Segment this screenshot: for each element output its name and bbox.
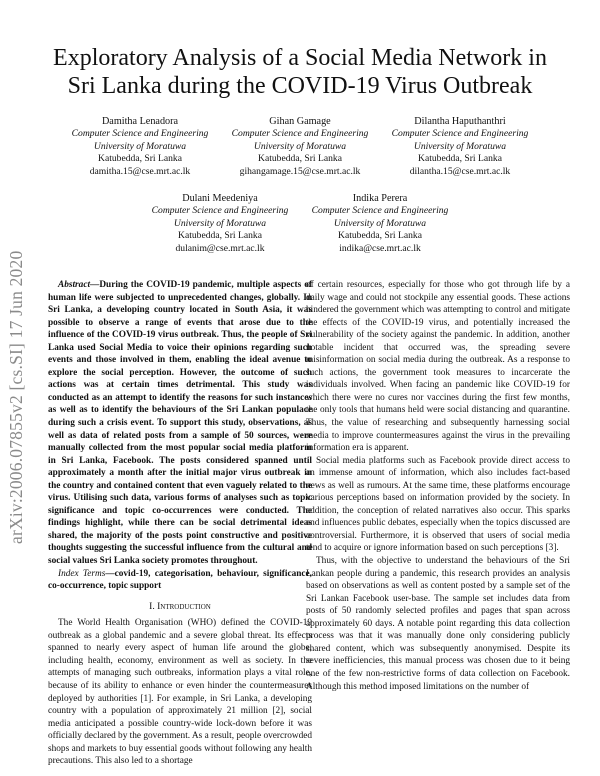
index-terms-label: Index Terms	[58, 568, 106, 579]
intro-paragraph: The World Health Organisation (WHO) defined the COVID-19 outbreak as a global pandemic and a severe global threat. Its effects spanned to nearly every aspect of human life around the globe, including health, economy, environment as well as society. In the attempts of managing such outbreaks, information plays a vital role, because of its ability to enhance or even hinder the countermeasures deployed by authorities [1]. For example, in Sri Lanka, a developing country with a population of approximately 21 million [2], social media anticipated a possible country-wide lock-down before it was officially declared by the government. As a result, people overcrowded shops and markets to buy essential goods without following any health precautions. This also led to a shortage	[48, 618, 312, 767]
author-university: University of Moratuwa	[253, 140, 347, 152]
abstract-label: Abstract	[58, 280, 91, 290]
author-block	[50, 116, 230, 178]
paper-title: Exploratory Analysis of a Social Media Network in Sri Lanka during the COVID-19 Virus Outbreak	[53, 45, 547, 99]
author-email: indika@cse.mrt.ac.lk	[339, 242, 421, 254]
arxiv-identifier: arXiv:2006.07855v2 [cs.SI] 17 Jun 2020	[6, 250, 26, 545]
author-name: Dilantha Haputhanthri	[414, 116, 506, 127]
author-email: damitha.15@cse.mrt.ac.lk	[89, 165, 191, 177]
body-paragraph: Social media platforms such as Facebook provide direct access to an immense amount of information, which also includes fact-based news as well as rumours. At the same time, these platforms encourage various perceptions based on information provided by the society. In addition, the conception of related narratives also occur. This sparks and influences public debates, especially when the topics discussed are controversial. Furthermore, it is observed that users of social media tend to acquire or ignore information based on such perceptions [3].	[306, 455, 570, 554]
author-department: Computer Science and Engineering	[71, 128, 209, 140]
author-location: Katubedda, Sri Lanka	[258, 153, 342, 165]
body-paragraph: Thus, with the objective to understand the behaviours of the Sri Lankan people during a pandemic, this research provides an analysis based on observations as well as content posted by a sample set of the Sri Lankan Facebook user-base. The sample set includes data from posts of 50 randomly selected profiles and pages that span across approximately 60 days. A notable point regarding this data collection process was that it was manually done only considering publicly shared content, which was subsequently anonymised. Despite its severe inefficiencies, this manual process was chosen due to it being one of the few non-restrictive forms of data collection on Facebook. Although this method imposed limitations on the number of	[306, 556, 570, 692]
author-name: Gihan Gamage	[269, 116, 331, 127]
left-column	[48, 279, 312, 768]
author-block	[290, 193, 470, 255]
section-heading: I. Introduction	[149, 600, 211, 612]
abstract	[48, 279, 312, 568]
author-name: Indika Perera	[352, 193, 408, 204]
author-department: Computer Science and Engineering	[231, 128, 369, 140]
author-location: Katubedda, Sri Lanka	[178, 230, 262, 242]
abstract-text: —During the COVID-19 pandemic, multiple aspects of human life were subjected to unprecedented changes, globally. In Sri Lanka, a developing country located in South Asia, it was possible to observe a range of events that arose due to the influence of the COVID-19 virus outbreak. Thus, the people of Sri Lanka used Social Media to voice their opinions regarding such events and those involved in them, enabling the ideal avenue to explore the social perception. However, the outcome of such actions was at certain times detrimental. This study was conducted as an attempt to identify the reasons for such instances as well as to identify the behaviours of the Sri Lankan populace during such a crisis event. To support this study, observations, as well as data of related posts from a sample of 50 sources, were manually collected from the most popular social media platform in Sri Lanka, Facebook. The posts considered spanned until approximately a month after the initial major virus outbreak in the country and contained content that even vaguely related to the virus. Utilising such data, various forms of analyses such as topic significance and topic co-occurrences were conducted. The findings highlight, while there can be social detrimental ideas shared, the majority of the posts point constructive and positive thoughts suggesting the successful influence from the cultural and social values Sri Lanka society promotes throughout.	[48, 280, 312, 567]
author-department: Computer Science and Engineering	[391, 128, 529, 140]
author-name: Damitha Lenadora	[101, 116, 179, 127]
author-department: Computer Science and Engineering	[311, 205, 449, 217]
author-location: Katubedda, Sri Lanka	[338, 230, 422, 242]
author-university: University of Moratuwa	[173, 217, 267, 229]
index-terms-text: —covid-19, categorisation, behaviour, significance, co-occurrence, topic support	[48, 568, 312, 592]
author-block	[370, 116, 550, 178]
author-university: University of Moratuwa	[333, 217, 427, 229]
author-block	[130, 193, 310, 255]
author-department: Computer Science and Engineering	[151, 205, 289, 217]
author-location: Katubedda, Sri Lanka	[418, 153, 502, 165]
author-university: University of Moratuwa	[413, 140, 507, 152]
author-email: dulanim@cse.mrt.ac.lk	[175, 242, 265, 254]
right-column	[306, 279, 570, 693]
author-email: gihangamage.15@cse.mrt.ac.lk	[239, 165, 361, 177]
author-block	[210, 116, 390, 178]
author-email: dilantha.15@cse.mrt.ac.lk	[409, 165, 511, 177]
index-terms	[48, 568, 312, 593]
author-university: University of Moratuwa	[93, 140, 187, 152]
author-location: Katubedda, Sri Lanka	[98, 153, 182, 165]
body-paragraph: of certain resources, especially for those who got through life by a daily wage and could not stockpile any essential goods. These actions hindered the government which was attempting to control and mitigate the effects of the COVID-19 virus, and potentially increased the vulnerability of the society against the pandemic. In addition, another notable incident that occurred was, the spreading severe misinformation on social media during the outbreak. As a response to such actions, the government took measures to incarcerate the individuals involved. When facing an pandemic like COVID-19 for which there were no cures nor vaccines during the first few months, the only tools that humans held were social distancing and quarantine. Thus, the value of researching and subsequently harnessing social media to improve countermeasures against the virus in the prevailing information era is apparent.	[306, 280, 570, 454]
author-name: Dulani Meedeniya	[182, 193, 258, 204]
